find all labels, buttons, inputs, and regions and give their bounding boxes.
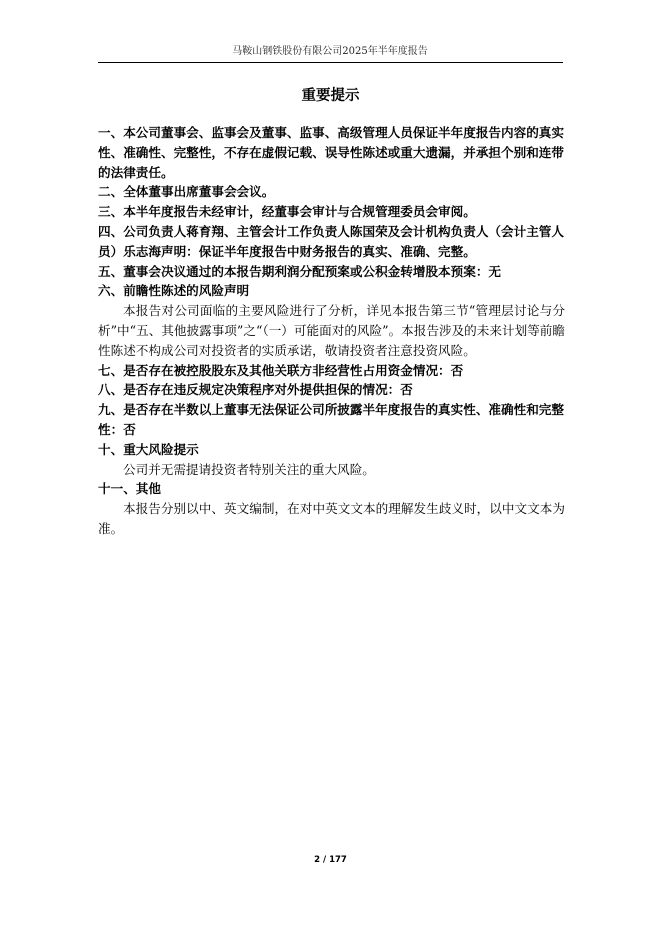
- notice-item-3: 三、本半年度报告未经审计，经董事会审计与合规管理委员会审阅。: [98, 204, 476, 220]
- header-divider: [98, 62, 563, 63]
- important-notices: [98, 123, 565, 539]
- notice-item-9: 九、是否存在半数以上董事无法保证公司所披露半年度报告的真实性、准确性和完整性：否: [98, 402, 564, 437]
- page-number: 2 / 177: [314, 855, 347, 865]
- notice-item-10: 十、重大风险提示: [98, 441, 199, 457]
- notice-item-8: 八、是否存在违反规定决策程序对外提供担保的情况：否: [98, 382, 413, 398]
- major-risk-paragraph: 公司并无需提请投资者特别关注的重大风险。: [123, 461, 375, 477]
- notice-item-11: 十一、其他: [98, 481, 161, 497]
- language-version-paragraph: 本报告分别以中、英文编制，在对中英文文本的理解发生歧义时，以中文文本为准。: [98, 501, 565, 536]
- notice-item-2: 二、全体董事出席董事会会议。: [98, 184, 275, 200]
- notice-item-4: 四、公司负责人蒋育翔、主管会计工作负责人陈国荣及会计机构负责人（会计主管人员）乐志海声明：保证半年度报告中财务报告的真实、准确、完整。: [98, 223, 564, 259]
- notice-item-6: 六、前瞻性陈述的风险声明: [98, 283, 250, 299]
- notice-item-1: 一、本公司董事会、监事会及董事、监事、高级管理人员保证半年度报告内容的真实性、准确性、完整性，不存在虚假记载、误导性陈述或重大遗漏，并承担个别和连带的法律责任。: [98, 125, 564, 180]
- forward-looking-risk-paragraph: 本报告对公司面临的主要风险进行了分析，详见本报告第三节“管理层讨论与分析”中“五、其他披露事项”之“（一）可能面对的风险”。本报告涉及的未来计划等前瞻性陈述不构成公司对投资者的实质承诺，敬请投资者注意投资风险。: [98, 303, 565, 358]
- notice-item-7: 七、是否存在被控股股东及其他关联方非经营性占用资金情况：否: [98, 362, 464, 378]
- notice-item-5: 五、董事会决议通过的本报告期利润分配预案或公积金转增股本预案：无: [98, 263, 501, 279]
- page-title: 重要提示: [301, 87, 360, 104]
- report-header: 马鞍山钢铁股份有限公司2025年半年度报告: [232, 46, 428, 57]
